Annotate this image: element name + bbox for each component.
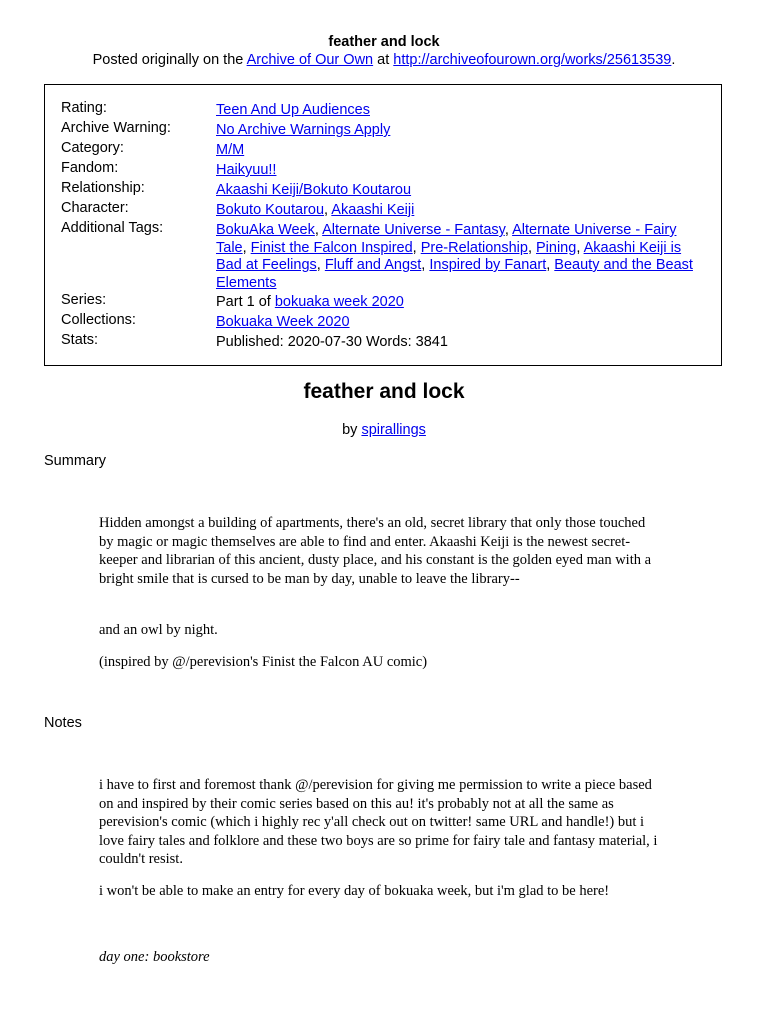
- work-title: feather and lock: [303, 380, 465, 403]
- category-label: Category:: [61, 140, 124, 156]
- series-prefix: Part 1 of: [216, 294, 271, 310]
- collection-link[interactable]: Bokuaka Week 2020: [216, 314, 350, 330]
- stats-label: Stats:: [61, 332, 99, 348]
- tag-link[interactable]: Alternate Universe - Fairy Tale: [216, 222, 677, 256]
- category-link[interactable]: M/M: [216, 142, 245, 158]
- tag-link[interactable]: Finist the Falcon Inspired: [250, 239, 413, 256]
- document-title: feather and lock: [328, 34, 440, 50]
- posted-line: [0, 52, 768, 68]
- tag-link[interactable]: Inspired by Fanart: [429, 257, 547, 273]
- series-label: Series:: [61, 292, 107, 308]
- rating-link[interactable]: Teen And Up Audiences: [216, 102, 370, 118]
- tag-link[interactable]: Pre-Relationship: [420, 239, 528, 256]
- notes-paragraph: i have to first and foremost thank @/perevision for giving me permission to write a piece based on and inspired by their comic series based on this au! it's probably not at all the same as perevision's comic (which i highly rec y'all check out on twitter! same URL and handle!) but i love fairy tales and folklore and these two boys are so prime for fairy tale and fantasy material, i couldn't resist.: [99, 777, 658, 867]
- series-link[interactable]: bokuaka week 2020: [274, 294, 404, 310]
- tag-link[interactable]: Alternate Universe - Fantasy: [322, 222, 505, 238]
- character-label: Character:: [61, 200, 129, 216]
- metadata-box: Rating: Teen And Up Audiences Archive Warning: No Archive Warnings Apply Category: M/M Fandom: Haikyuu!! Relationship: Akaashi Keiji/Bokuto Koutarou Character: Bokuto Koutarou, Akaashi Keiji Additional Tags: BokuAka Week, Alternate Universe - Fantasy, Alternate Universe - Fairy Tale, Finist the Falcon Inspired, Pre-Relationship, Pining, Akaashi Keiji is Bad at Feelings, Fluff and Angst, Inspired by Fanart, Beauty and the Beast Elements Series: Part 1 of bokuaka week 2020 Collections: Bokuaka Week 2020 Stats: Published: 2020-07-30 Words: 3841: [44, 84, 722, 366]
- work-url-link[interactable]: http://archiveofourown.org/works/25613539: [393, 52, 672, 68]
- tag-link[interactable]: Akaashi Keiji is Bad at Feelings: [216, 239, 682, 273]
- warning-link[interactable]: No Archive Warnings Apply: [216, 122, 391, 138]
- author-link[interactable]: spirallings: [361, 422, 426, 438]
- by-prefix: by: [342, 422, 358, 438]
- warning-label: Archive Warning:: [61, 120, 171, 136]
- relationship-link[interactable]: Akaashi Keiji/Bokuto Koutarou: [216, 182, 412, 198]
- summary-paragraph: (inspired by @/perevision's Finist the Falcon AU comic): [99, 654, 428, 670]
- fandom-label: Fandom:: [61, 160, 119, 176]
- tags-label: Additional Tags:: [61, 220, 164, 236]
- summary-heading: Summary: [44, 453, 107, 469]
- byline: [0, 422, 768, 438]
- relationship-label: Relationship:: [61, 180, 145, 196]
- chapter-subtitle: day one: bookstore: [99, 949, 210, 965]
- archive-link[interactable]: Archive of Our Own: [246, 52, 374, 68]
- summary-paragraph: Hidden amongst a building of apartments, there's an old, secret library that only those touched by magic or magic themselves are able to find and enter. Akaashi Keiji is the newest secret-keeper and librarian of this ancient, dusty place, and his constant is the golden eyed man with a bright smile that is cursed to be man by day, unable to leave the library--: [99, 515, 652, 587]
- collections-label: Collections:: [61, 312, 136, 328]
- character-link[interactable]: Bokuto Koutarou: [216, 202, 325, 218]
- fandom-link[interactable]: Haikyuu!!: [216, 162, 277, 178]
- at-text: at: [377, 52, 390, 68]
- stats-value: Published: 2020-07-30 Words: 3841: [216, 334, 448, 350]
- summary-paragraph: and an owl by night.: [99, 622, 218, 638]
- tag-link[interactable]: BokuAka Week: [216, 222, 315, 238]
- notes-paragraph: i won't be able to make an entry for every day of bokuaka week, but i'm glad to be here!: [99, 883, 610, 899]
- period: .: [671, 52, 676, 68]
- tag-link[interactable]: Fluff and Angst: [324, 257, 422, 273]
- tags-list: BokuAka Week, Alternate Universe - Fantasy, Alternate Universe - Fairy Tale, Finist the Falcon Inspired, Pre-Relationship, Pining, Akaashi Keiji is Bad at Feelings, Fluff and Angst, Inspired by Fanart, Beauty and the Beast Elements: [216, 222, 693, 291]
- notes-heading: Notes: [44, 715, 82, 731]
- posted-prefix: Posted originally on the: [92, 52, 244, 68]
- rating-label: Rating:: [61, 100, 107, 116]
- tag-link[interactable]: Beauty and the Beast Elements: [216, 257, 693, 291]
- tag-link[interactable]: Pining: [536, 239, 577, 256]
- character-link[interactable]: Akaashi Keiji: [331, 202, 415, 218]
